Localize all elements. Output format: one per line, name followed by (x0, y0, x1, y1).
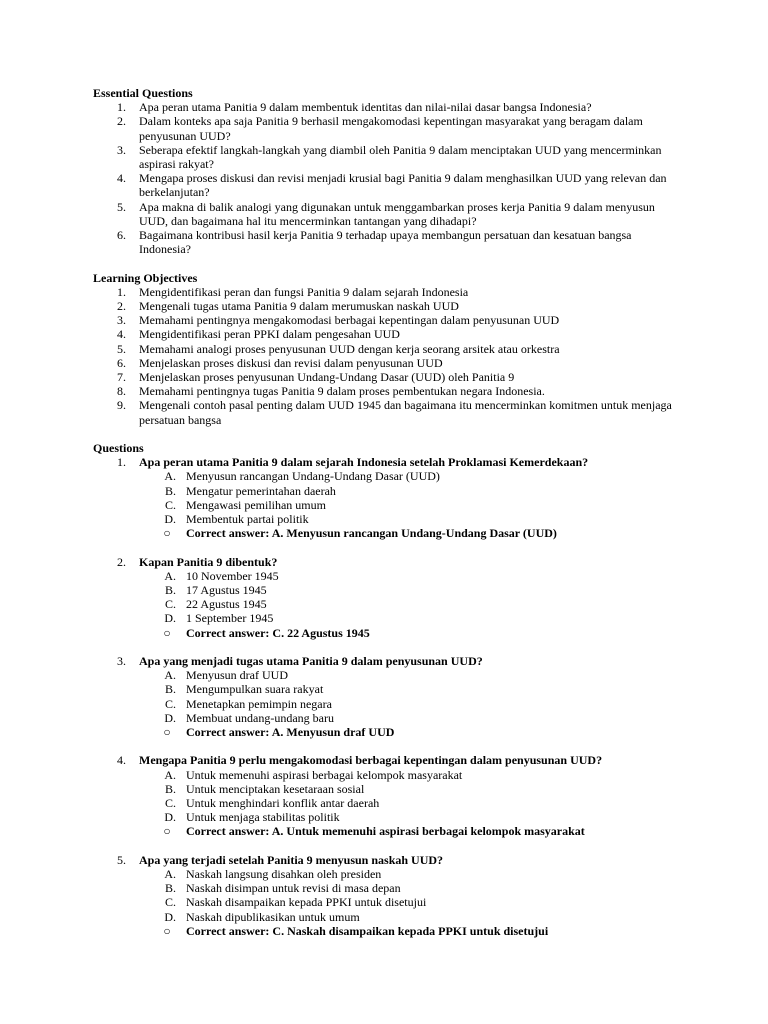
option-text: Mengatur pemerintahan daerah (186, 483, 336, 498)
correct-answer-text: Correct answer: A. Menyusun rancangan Undang-Undang Dasar (UUD) (186, 526, 557, 541)
question-text: Apa yang terjadi setelah Panitia 9 menyusun naskah UUD? (139, 852, 444, 867)
question-block (93, 654, 683, 753)
question-spacer (93, 640, 683, 654)
circle-bullet-icon: ○ (163, 725, 171, 740)
section-spacer (93, 427, 683, 441)
option-text: Menetapkan pemimpin negara (186, 696, 332, 711)
answer-option (93, 512, 683, 526)
question-text: Apa yang menjadi tugas utama Panitia 9 dalam penyusunan UUD? (139, 654, 483, 669)
question-row (93, 654, 683, 668)
question-spacer (93, 839, 683, 853)
list-text: Mengapa proses diskusi dan revisi menjadi krusial bagi Panitia 9 dalam menghasilkan UUD yang relevan dan berkelanjutan? (139, 171, 667, 200)
answer-option (93, 796, 683, 810)
list-number: 7. (117, 370, 126, 385)
option-text: Mengumpulkan suara rakyat (186, 682, 324, 697)
list-text: Apa peran utama Panitia 9 dalam membentuk identitas dan nilai-nilai dasar bangsa Indonesia? (139, 100, 592, 115)
correct-answer-text: Correct answer: A. Untuk memenuhi aspirasi berbagai kelompok masyarakat (186, 824, 585, 839)
circle-bullet-icon: ○ (163, 824, 171, 839)
option-text: Untuk menjaga stabilitas politik (186, 810, 340, 825)
question-number: 4. (117, 753, 126, 768)
list-number: 5. (117, 199, 126, 214)
option-letter: C. (164, 497, 176, 512)
option-letter: A. (164, 668, 176, 683)
question-block (93, 753, 683, 852)
essential-questions-list (93, 100, 683, 256)
list-text: Mengenali tugas utama Panitia 9 dalam merumuskan naskah UUD (139, 299, 459, 314)
answer-option (93, 810, 683, 824)
list-text: Apa makna di balik analogi yang digunakan untuk menggambarkan proses kerja Panitia 9 dalam menyusun UUD, dan bagaimana hal itu mencerminkan tantangan yang dihadapi? (139, 199, 655, 228)
correct-answer (93, 526, 683, 540)
learning-objective-item (93, 313, 683, 327)
list-number: 2. (117, 114, 126, 129)
answer-option (93, 782, 683, 796)
question-spacer (93, 739, 683, 753)
questions-list (93, 455, 683, 938)
correct-answer (93, 626, 683, 640)
learning-objectives-list (93, 285, 683, 427)
learning-objective-item (93, 398, 683, 426)
list-text: Menjelaskan proses penyusunan Undang-Undang Dasar (UUD) oleh Panitia 9 (139, 370, 515, 385)
answer-option (93, 768, 683, 782)
learning-objective-item (93, 285, 683, 299)
option-text: Naskah langsung disahkan oleh presiden (186, 867, 382, 882)
list-number: 1. (117, 284, 126, 299)
answer-option (93, 498, 683, 512)
option-letter: A. (164, 469, 176, 484)
answer-option (93, 469, 683, 483)
option-letter: C. (164, 895, 176, 910)
essential-question-item (93, 100, 683, 114)
essential-question-item (93, 171, 683, 199)
option-letter: D. (164, 611, 176, 626)
option-letter: C. (164, 796, 176, 811)
option-letter: C. (164, 597, 176, 612)
answer-option (93, 895, 683, 909)
option-letter: A. (164, 867, 176, 882)
option-letter: B. (164, 483, 176, 498)
question-block (93, 853, 683, 938)
list-number: 4. (117, 171, 126, 186)
essential-question-item (93, 228, 683, 256)
option-letter: B. (164, 881, 176, 896)
answer-option (93, 484, 683, 498)
option-letter: A. (164, 568, 176, 583)
list-number: 1. (117, 100, 126, 115)
section-spacer (93, 256, 683, 270)
question-number: 5. (117, 852, 126, 867)
answer-option (93, 569, 683, 583)
list-text: Memahami analogi proses penyusunan UUD dengan kerja seorang arsitek atau orkestra (139, 341, 560, 356)
answer-option (93, 597, 683, 611)
answer-option (93, 697, 683, 711)
learning-objectives-heading: Learning Objectives (93, 270, 198, 285)
list-text: Memahami pentingnya mengakomodasi berbagai kepentingan dalam penyusunan UUD (139, 313, 560, 328)
circle-bullet-icon: ○ (163, 923, 171, 938)
correct-answer-text: Correct answer: C. 22 Agustus 1945 (186, 625, 370, 640)
list-text: Mengenali contoh pasal penting dalam UUD 1945 dan bagaimana itu mencerminkan komitmen untuk menjaga persatuan bangsa (139, 398, 672, 427)
option-text: Menyusun rancangan Undang-Undang Dasar (UUD) (186, 469, 440, 484)
correct-answer-text: Correct answer: C. Naskah disampaikan kepada PPKI untuk disetujui (186, 923, 549, 938)
list-number: 2. (117, 299, 126, 314)
question-row (93, 853, 683, 867)
learning-objective-item (93, 370, 683, 384)
correct-answer-text: Correct answer: A. Menyusun draf UUD (186, 725, 395, 740)
option-letter: D. (164, 810, 176, 825)
questions-heading: Questions (93, 441, 144, 456)
answer-option (93, 583, 683, 597)
essential-questions-heading: Essential Questions (93, 86, 193, 100)
list-number: 6. (117, 228, 126, 243)
list-text: Mengidentifikasi peran dan fungsi Panitia 9 dalam sejarah Indonesia (139, 284, 469, 299)
list-number: 5. (117, 341, 126, 356)
option-text: 17 Agustus 1945 (186, 583, 267, 598)
document-page (93, 86, 683, 938)
question-number: 3. (117, 654, 126, 669)
option-letter: D. (164, 710, 176, 725)
option-text: Membentuk partai politik (186, 512, 309, 527)
question-row (93, 555, 683, 569)
list-number: 8. (117, 384, 126, 399)
circle-bullet-icon: ○ (163, 526, 171, 541)
option-text: 1 September 1945 (186, 611, 274, 626)
essential-question-item (93, 143, 683, 171)
learning-objective-item (93, 299, 683, 313)
answer-option (93, 881, 683, 895)
correct-answer (93, 924, 683, 938)
question-spacer (93, 540, 683, 554)
answer-option (93, 668, 683, 682)
question-number: 2. (117, 554, 126, 569)
list-number: 4. (117, 327, 126, 342)
option-text: Untuk menciptakan kesetaraan sosial (186, 781, 365, 796)
option-text: 22 Agustus 1945 (186, 597, 267, 612)
question-row (93, 753, 683, 767)
correct-answer (93, 725, 683, 739)
list-text: Seberapa efektif langkah-langkah yang diambil oleh Panitia 9 dalam menciptakan UUD yang mencerminkan aspirasi rakyat? (139, 142, 662, 172)
question-number: 1. (117, 455, 126, 470)
question-text: Apa peran utama Panitia 9 dalam sejarah Indonesia setelah Proklamasi Kemerdekaan? (139, 455, 589, 470)
list-text: Dalam konteks apa saja Panitia 9 berhasil mengakomodasi kepentingan masyarakat yang beragam dalam penyusunan UUD? (139, 114, 643, 143)
option-letter: C. (164, 696, 176, 711)
answer-option (93, 682, 683, 696)
option-text: Naskah disampaikan kepada PPKI untuk disetujui (186, 895, 427, 910)
correct-answer (93, 824, 683, 838)
option-letter: D. (164, 909, 176, 924)
list-text: Mengidentifikasi peran PPKI dalam pengesahan UUD (139, 327, 400, 342)
list-number: 9. (117, 398, 126, 413)
question-row (93, 455, 683, 469)
list-text: Memahami pentingnya tugas Panitia 9 dalam proses pembentukan negara Indonesia. (139, 384, 545, 399)
option-text: Untuk menghindari konflik antar daerah (186, 796, 380, 811)
list-number: 6. (117, 355, 126, 370)
essential-question-item (93, 200, 683, 228)
list-text: Bagaimana kontribusi hasil kerja Panitia 9 terhadap upaya membangun persatuan dan kesatuan bangsa Indonesia? (139, 228, 632, 257)
option-text: Mengawasi pemilihan umum (186, 497, 326, 512)
question-text: Kapan Panitia 9 dibentuk? (139, 554, 278, 569)
question-text: Mengapa Panitia 9 perlu mengakomodasi berbagai kepentingan dalam penyusunan UUD? (139, 753, 603, 768)
circle-bullet-icon: ○ (163, 625, 171, 640)
list-number: 3. (117, 313, 126, 328)
option-text: Membuat undang-undang baru (186, 710, 334, 725)
question-block (93, 455, 683, 554)
learning-objective-item (93, 327, 683, 341)
answer-option (93, 711, 683, 725)
list-text: Menjelaskan proses diskusi dan revisi dalam penyusunan UUD (139, 355, 443, 370)
option-letter: A. (164, 767, 176, 782)
essential-question-item (93, 114, 683, 142)
option-text: 10 November 1945 (186, 568, 279, 583)
option-letter: B. (164, 781, 176, 796)
learning-objective-item (93, 384, 683, 398)
option-letter: B. (164, 682, 176, 697)
answer-option (93, 910, 683, 924)
answer-option (93, 611, 683, 625)
learning-objective-item (93, 356, 683, 370)
learning-objective-item (93, 342, 683, 356)
option-text: Naskah disimpan untuk revisi di masa depan (186, 881, 401, 896)
option-letter: B. (164, 583, 176, 598)
answer-option (93, 867, 683, 881)
question-block (93, 555, 683, 654)
option-text: Menyusun draf UUD (186, 668, 288, 683)
option-text: Naskah dipublikasikan untuk umum (186, 909, 360, 924)
option-text: Untuk memenuhi aspirasi berbagai kelompok masyarakat (186, 767, 463, 782)
option-letter: D. (164, 512, 176, 527)
list-number: 3. (117, 142, 126, 157)
